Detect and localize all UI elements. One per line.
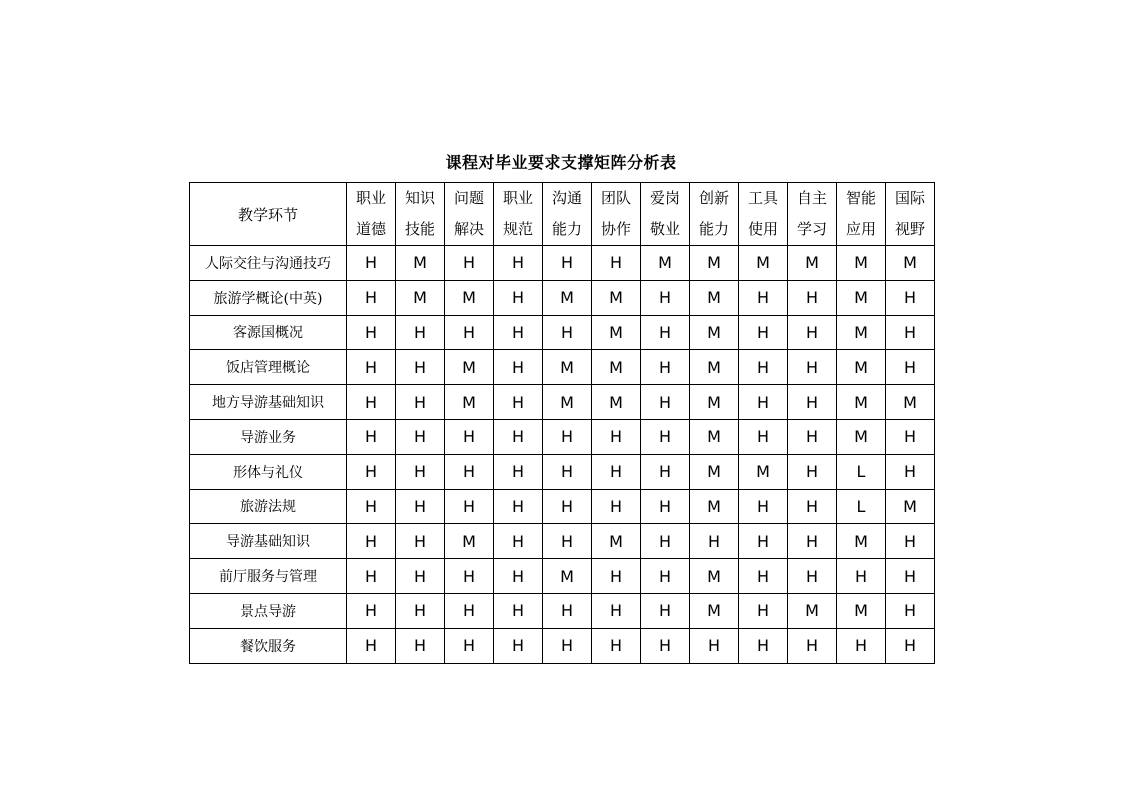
support-level-cell: H: [592, 489, 641, 524]
column-header-line1: 国际: [894, 189, 925, 207]
table-row: [190, 524, 935, 559]
support-level-cell: H: [739, 419, 788, 454]
support-level-cell: H: [788, 628, 837, 663]
support-level-cell: L: [837, 489, 886, 524]
support-matrix-table: [189, 182, 935, 664]
support-level-cell: H: [788, 419, 837, 454]
support-level-cell: H: [788, 524, 837, 559]
column-header-line1: 智能: [845, 189, 876, 207]
support-level-cell: H: [396, 315, 445, 350]
support-level-cell: M: [837, 280, 886, 315]
support-level-cell: H: [641, 593, 690, 628]
support-level-cell: H: [641, 315, 690, 350]
support-level-cell: H: [543, 628, 592, 663]
support-level-cell: H: [445, 315, 494, 350]
support-level-cell: H: [641, 419, 690, 454]
support-level-cell: H: [543, 489, 592, 524]
support-level-cell: H: [641, 489, 690, 524]
course-name-cell: 旅游学概论(中英): [190, 280, 347, 315]
column-header-line1: 沟通: [551, 189, 582, 207]
support-level-cell: H: [347, 593, 396, 628]
support-level-cell: M: [886, 246, 935, 281]
support-level-cell: H: [690, 524, 739, 559]
support-level-cell: H: [788, 454, 837, 489]
column-header: [347, 183, 396, 246]
support-level-cell: M: [837, 315, 886, 350]
support-level-cell: H: [494, 559, 543, 594]
support-level-cell: M: [690, 385, 739, 420]
support-level-cell: H: [494, 246, 543, 281]
support-level-cell: M: [641, 246, 690, 281]
column-header-line2: 协作: [600, 220, 631, 238]
column-header: [641, 183, 690, 246]
support-level-cell: H: [494, 454, 543, 489]
column-header: [445, 183, 494, 246]
support-level-cell: M: [592, 350, 641, 385]
column-header: [494, 183, 543, 246]
support-level-cell: H: [494, 350, 543, 385]
column-header: [543, 183, 592, 246]
support-level-cell: H: [886, 350, 935, 385]
support-level-cell: L: [837, 454, 886, 489]
table-row: [190, 628, 935, 663]
column-header-line2: 应用: [845, 220, 876, 238]
support-level-cell: M: [690, 246, 739, 281]
support-level-cell: H: [543, 246, 592, 281]
support-level-cell: H: [886, 280, 935, 315]
support-level-cell: H: [396, 628, 445, 663]
support-level-cell: M: [543, 280, 592, 315]
column-header-line2: 能力: [698, 220, 729, 238]
support-level-cell: H: [396, 524, 445, 559]
support-level-cell: H: [347, 524, 396, 559]
support-level-cell: H: [739, 593, 788, 628]
column-header-line1: 创新: [698, 189, 729, 207]
support-level-cell: H: [347, 350, 396, 385]
course-name-cell: 饭店管理概论: [190, 350, 347, 385]
support-level-cell: H: [445, 246, 494, 281]
support-level-cell: H: [739, 559, 788, 594]
column-header-line2: 技能: [404, 220, 435, 238]
table-row: [190, 280, 935, 315]
support-level-cell: H: [494, 385, 543, 420]
course-name-cell: 导游业务: [190, 419, 347, 454]
support-level-cell: M: [788, 593, 837, 628]
support-level-cell: H: [445, 628, 494, 663]
support-level-cell: H: [886, 524, 935, 559]
support-level-cell: M: [690, 454, 739, 489]
table-row: [190, 350, 935, 385]
support-level-cell: H: [347, 628, 396, 663]
support-level-cell: M: [690, 419, 739, 454]
support-level-cell: M: [396, 246, 445, 281]
support-level-cell: M: [690, 350, 739, 385]
support-level-cell: H: [347, 559, 396, 594]
support-level-cell: M: [690, 489, 739, 524]
support-level-cell: M: [837, 419, 886, 454]
support-level-cell: M: [543, 350, 592, 385]
support-level-cell: M: [592, 524, 641, 559]
column-header: [396, 183, 445, 246]
support-level-cell: M: [445, 524, 494, 559]
support-level-cell: H: [445, 454, 494, 489]
support-level-cell: H: [739, 489, 788, 524]
column-header-line1: 团队: [600, 189, 631, 207]
column-header: [592, 183, 641, 246]
column-header-line1: 爱岗: [649, 189, 680, 207]
support-level-cell: M: [543, 559, 592, 594]
table-row: [190, 454, 935, 489]
support-level-cell: M: [592, 280, 641, 315]
course-name-cell: 餐饮服务: [190, 628, 347, 663]
support-level-cell: H: [739, 315, 788, 350]
support-level-cell: H: [592, 593, 641, 628]
support-level-cell: H: [886, 454, 935, 489]
column-header-line2: 能力: [551, 220, 582, 238]
column-header-line2: 使用: [747, 220, 778, 238]
support-level-cell: M: [837, 350, 886, 385]
support-level-cell: H: [886, 628, 935, 663]
support-level-cell: H: [396, 350, 445, 385]
table-row: [190, 315, 935, 350]
support-level-cell: H: [347, 419, 396, 454]
course-name-cell: 前厅服务与管理: [190, 559, 347, 594]
course-name-cell: 景点导游: [190, 593, 347, 628]
support-level-cell: H: [347, 454, 396, 489]
support-level-cell: H: [739, 524, 788, 559]
support-level-cell: H: [837, 559, 886, 594]
support-level-cell: H: [788, 385, 837, 420]
support-level-cell: H: [641, 628, 690, 663]
support-level-cell: H: [445, 559, 494, 594]
support-level-cell: H: [886, 593, 935, 628]
support-level-cell: H: [347, 246, 396, 281]
column-header-line1: 职业: [502, 189, 533, 207]
column-header-line2: 规范: [502, 220, 533, 238]
column-header: [690, 183, 739, 246]
column-header-line1: 职业: [355, 189, 386, 207]
support-level-cell: H: [347, 489, 396, 524]
support-level-cell: M: [690, 593, 739, 628]
support-level-cell: M: [690, 559, 739, 594]
table-body: [190, 246, 935, 664]
support-level-cell: H: [641, 454, 690, 489]
support-level-cell: M: [837, 246, 886, 281]
support-level-cell: M: [445, 385, 494, 420]
support-level-cell: H: [347, 385, 396, 420]
support-level-cell: H: [739, 350, 788, 385]
course-name-cell: 形体与礼仪: [190, 454, 347, 489]
support-level-cell: H: [641, 559, 690, 594]
support-level-cell: M: [739, 246, 788, 281]
support-level-cell: H: [690, 628, 739, 663]
support-level-cell: H: [494, 419, 543, 454]
support-level-cell: H: [347, 280, 396, 315]
column-header-line2: 视野: [894, 220, 925, 238]
column-header: [886, 183, 935, 246]
support-level-cell: M: [543, 385, 592, 420]
column-header: [788, 183, 837, 246]
support-level-cell: H: [788, 489, 837, 524]
column-header-line2: 解决: [453, 220, 484, 238]
support-level-cell: H: [396, 385, 445, 420]
support-level-cell: H: [396, 559, 445, 594]
support-level-cell: H: [543, 454, 592, 489]
course-name-cell: 人际交往与沟通技巧: [190, 246, 347, 281]
column-header-line2: 敬业: [649, 220, 680, 238]
support-level-cell: H: [788, 350, 837, 385]
support-level-cell: M: [837, 385, 886, 420]
page-title: 课程对毕业要求支撑矩阵分析表: [445, 153, 677, 172]
support-level-cell: H: [396, 489, 445, 524]
course-name-cell: 导游基础知识: [190, 524, 347, 559]
support-level-cell: M: [396, 280, 445, 315]
support-level-cell: M: [690, 315, 739, 350]
support-level-cell: H: [396, 454, 445, 489]
support-level-cell: M: [837, 524, 886, 559]
support-level-cell: H: [543, 419, 592, 454]
table-row: [190, 246, 935, 281]
support-level-cell: H: [543, 593, 592, 628]
support-level-cell: H: [494, 593, 543, 628]
support-level-cell: H: [494, 315, 543, 350]
support-level-cell: M: [690, 280, 739, 315]
support-level-cell: H: [347, 315, 396, 350]
table-row: [190, 419, 935, 454]
table-row: [190, 385, 935, 420]
course-name-cell: 地方导游基础知识: [190, 385, 347, 420]
support-level-cell: H: [641, 350, 690, 385]
support-level-cell: H: [788, 559, 837, 594]
support-level-cell: H: [396, 593, 445, 628]
column-header-line1: 自主: [796, 189, 827, 207]
support-level-cell: H: [592, 628, 641, 663]
corner-header: 教学环节: [190, 183, 347, 246]
column-header-line1: 问题: [453, 189, 484, 207]
support-level-cell: H: [543, 315, 592, 350]
column-header: [739, 183, 788, 246]
support-level-cell: M: [837, 593, 886, 628]
support-level-cell: M: [886, 489, 935, 524]
table-row: [190, 593, 935, 628]
support-level-cell: H: [886, 559, 935, 594]
support-level-cell: H: [592, 559, 641, 594]
support-level-cell: H: [739, 628, 788, 663]
support-level-cell: H: [396, 419, 445, 454]
support-level-cell: H: [543, 524, 592, 559]
support-level-cell: H: [494, 628, 543, 663]
table-row: [190, 489, 935, 524]
table-header-row: [190, 183, 935, 246]
support-level-cell: H: [494, 280, 543, 315]
support-level-cell: H: [739, 385, 788, 420]
course-name-cell: 客源国概况: [190, 315, 347, 350]
column-header-line2: 学习: [796, 220, 827, 238]
support-level-cell: M: [886, 385, 935, 420]
support-level-cell: H: [494, 524, 543, 559]
support-level-cell: H: [445, 593, 494, 628]
support-level-cell: H: [788, 315, 837, 350]
support-level-cell: M: [592, 385, 641, 420]
support-level-cell: M: [445, 350, 494, 385]
column-header-line1: 知识: [404, 189, 435, 207]
support-level-cell: H: [886, 315, 935, 350]
column-header-line1: 工具: [747, 189, 778, 207]
support-level-cell: H: [886, 419, 935, 454]
support-level-cell: H: [641, 280, 690, 315]
course-name-cell: 旅游法规: [190, 489, 347, 524]
column-header: [837, 183, 886, 246]
support-level-cell: M: [592, 315, 641, 350]
support-level-cell: H: [592, 419, 641, 454]
support-level-cell: H: [445, 489, 494, 524]
support-level-cell: H: [445, 419, 494, 454]
support-level-cell: H: [592, 454, 641, 489]
support-level-cell: H: [739, 280, 788, 315]
support-level-cell: M: [445, 280, 494, 315]
support-level-cell: M: [739, 454, 788, 489]
support-level-cell: H: [641, 524, 690, 559]
support-level-cell: H: [494, 489, 543, 524]
support-level-cell: H: [592, 246, 641, 281]
support-level-cell: H: [788, 280, 837, 315]
table-row: [190, 559, 935, 594]
support-level-cell: H: [641, 385, 690, 420]
support-level-cell: H: [837, 628, 886, 663]
support-level-cell: M: [788, 246, 837, 281]
column-header-line2: 道德: [355, 220, 386, 238]
